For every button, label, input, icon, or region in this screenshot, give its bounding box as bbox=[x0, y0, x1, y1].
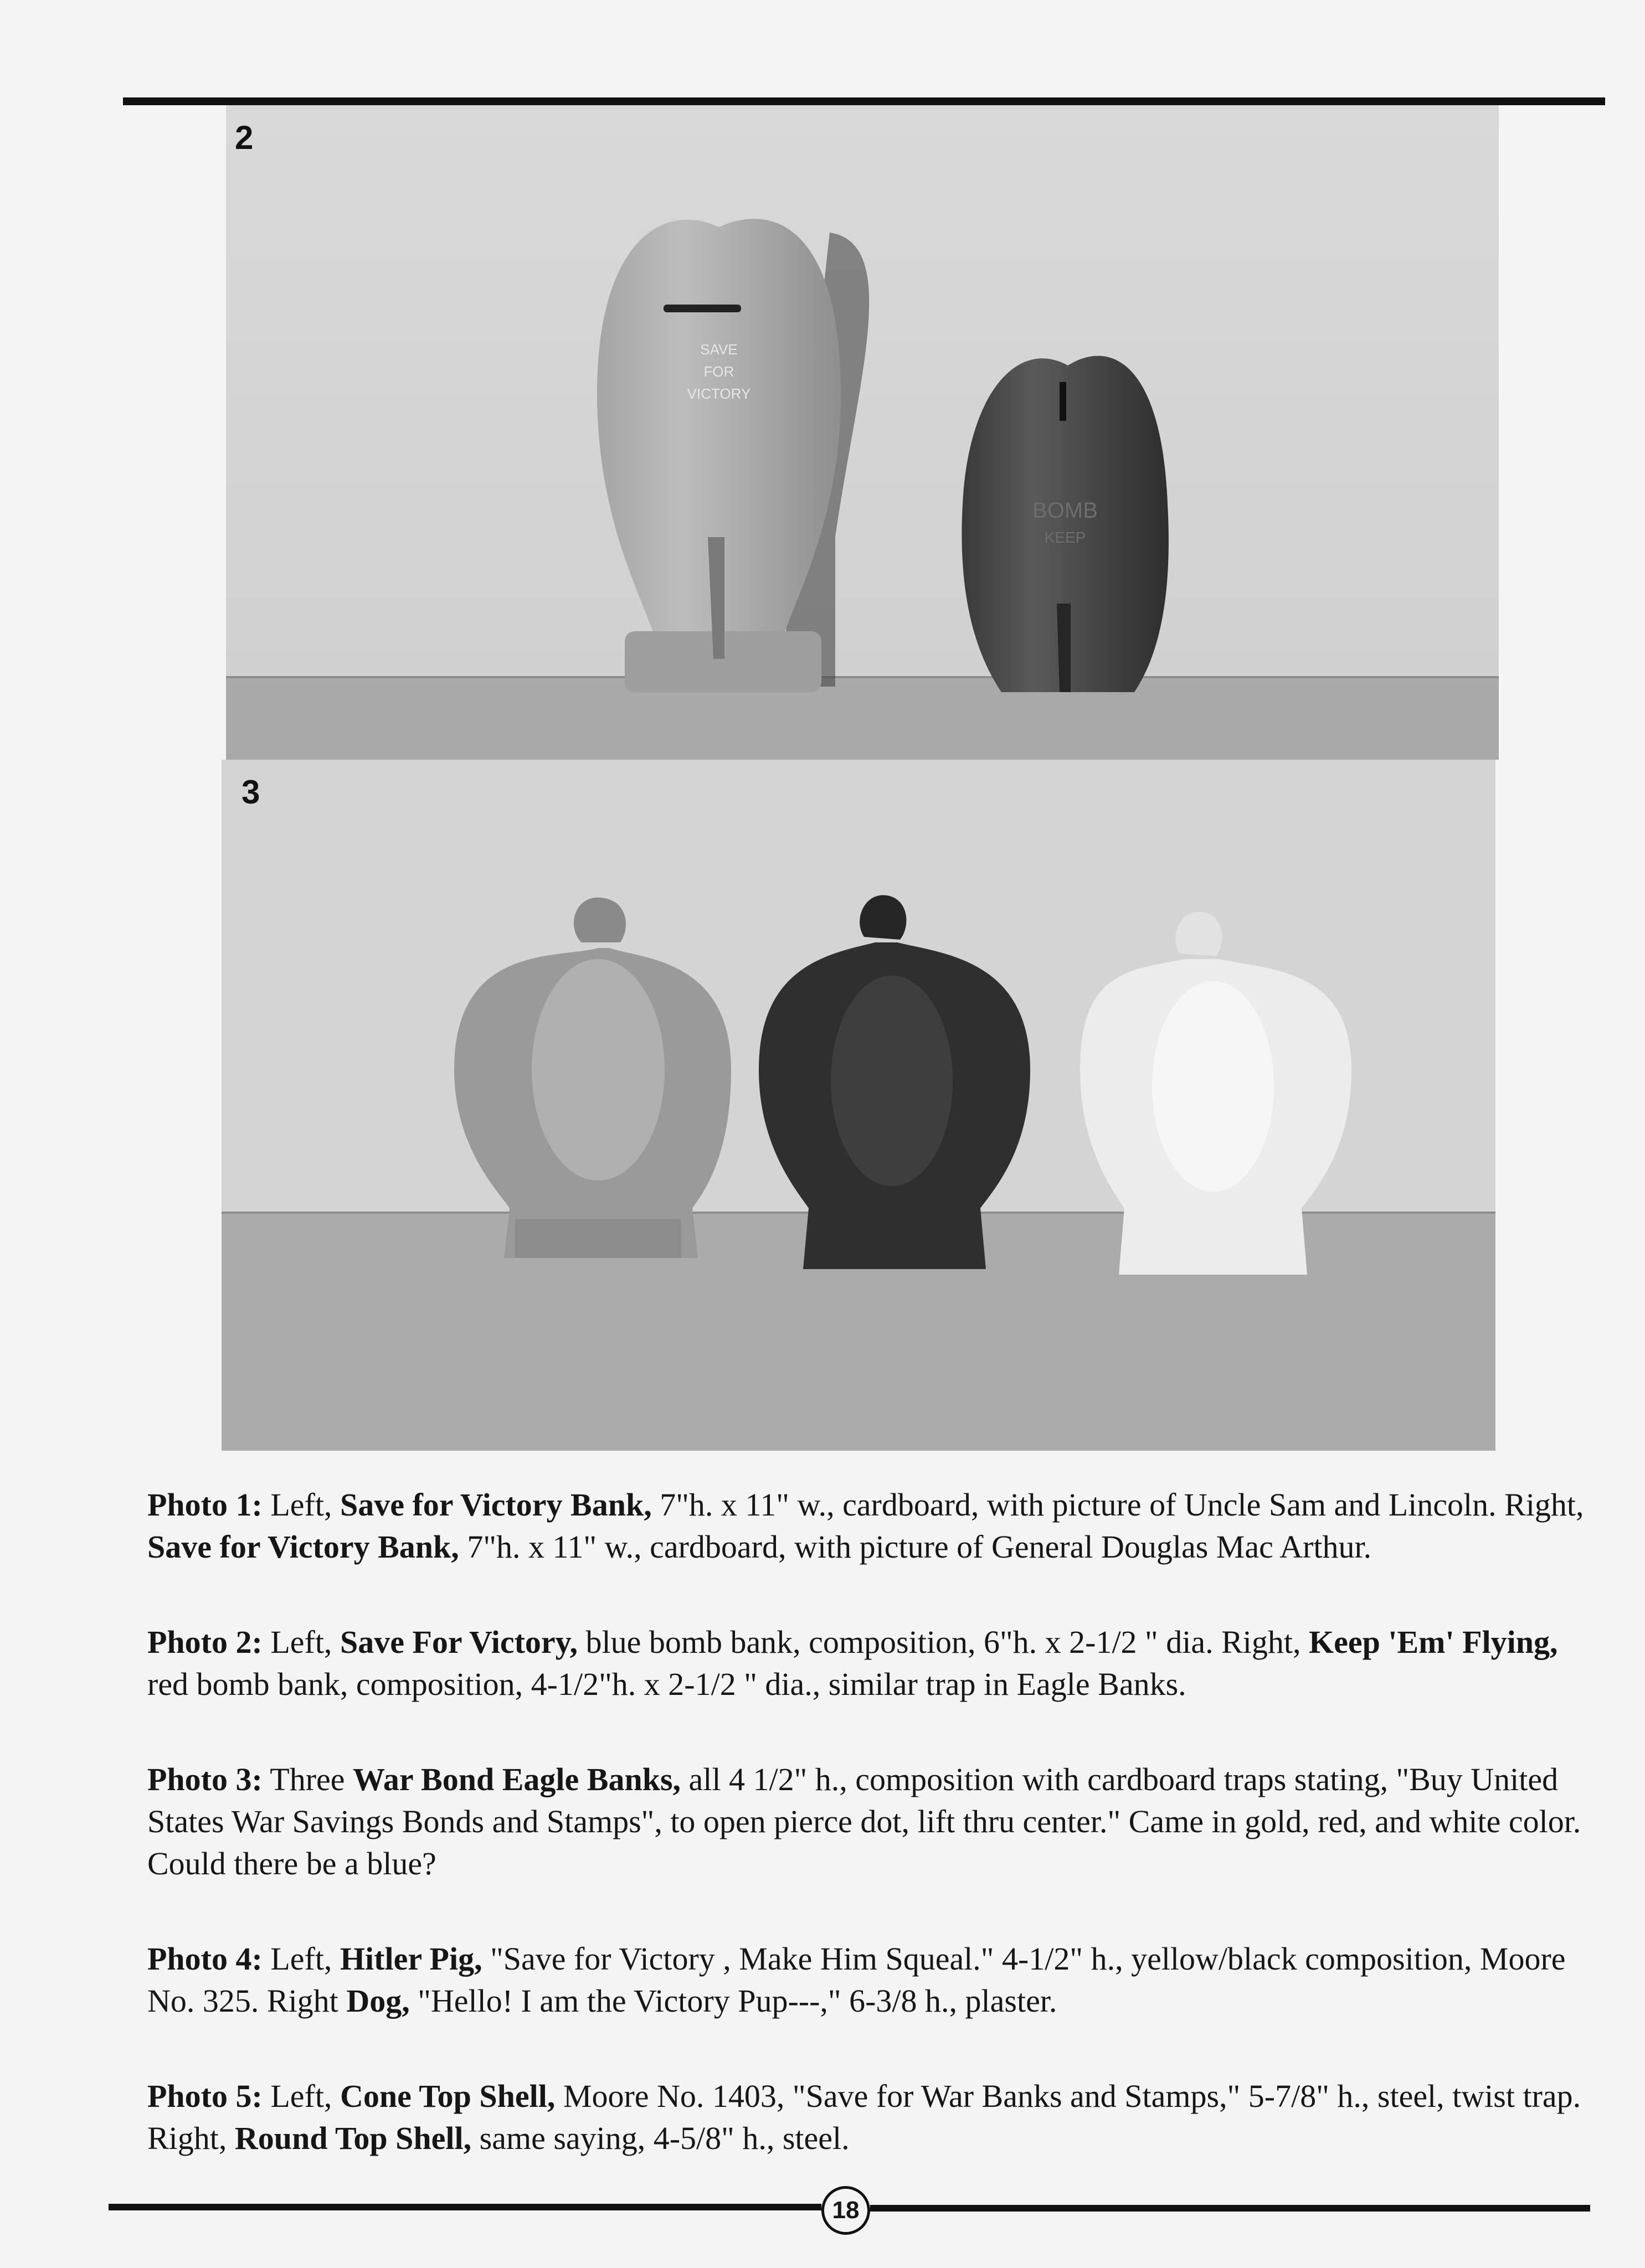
photo-number-3: 3 bbox=[241, 774, 260, 811]
caption-text: Three bbox=[262, 1761, 353, 1797]
bottom-rule-right bbox=[870, 2205, 1590, 2212]
svg-text:BOMB: BOMB bbox=[1032, 498, 1098, 523]
svg-text:SAVE: SAVE bbox=[700, 341, 738, 358]
caption-item-name: Keep 'Em' Flying, bbox=[1309, 1624, 1558, 1660]
caption-photo-3 bbox=[147, 1759, 1593, 1885]
caption-text: Moore No. 1403, "Save for War Banks and Stamps," 5-7/8" h., steel, twist trap. Right, bbox=[147, 2078, 1581, 2156]
red-bomb-bank bbox=[962, 356, 1168, 692]
caption-text: all 4 1/2" h., composition with cardboard traps stating, "Buy United States War Savings Bonds and Stamps", to open pierce dot, lift thru center." Came in gold, red, and white color. Could there be a blue? bbox=[147, 1761, 1581, 1882]
caption-item-name: Round Top Shell, bbox=[234, 2120, 472, 2156]
caption-text: "Hello! I am the Victory Pup---," 6-3/8 h., plaster. bbox=[409, 1983, 1057, 2019]
caption-text: blue bomb bank, composition, 6"h. x 2-1/2 " dia. Right, bbox=[577, 1624, 1309, 1660]
page-number: 18 bbox=[821, 2186, 870, 2235]
caption-item-name: Save For Victory, bbox=[340, 1624, 578, 1660]
caption-photo-5 bbox=[147, 2075, 1593, 2159]
svg-text:KEEP: KEEP bbox=[1044, 529, 1086, 546]
top-rule bbox=[123, 97, 1605, 105]
caption-text: Left, bbox=[262, 1624, 340, 1660]
caption-item-name: War Bond Eagle Banks, bbox=[353, 1761, 681, 1797]
caption-item-name: Save for Victory Bank, bbox=[147, 1529, 459, 1565]
caption-label: Photo 1: bbox=[147, 1487, 263, 1523]
caption-text: Left, bbox=[262, 2078, 340, 2114]
caption-photo-4 bbox=[147, 1938, 1593, 2022]
caption-text: 7"h. x 11" w., cardboard, with picture of General Douglas Mac Arthur. bbox=[459, 1529, 1372, 1565]
caption-label: Photo 4: bbox=[147, 1941, 263, 1977]
caption-label: Photo 2: bbox=[147, 1624, 263, 1660]
captions bbox=[147, 1484, 1593, 2213]
caption-item-name: Hitler Pig, bbox=[340, 1941, 482, 1977]
caption-text: same saying, 4-5/8" h., steel. bbox=[471, 2120, 850, 2156]
photo-3-eagle-banks bbox=[222, 760, 1495, 1451]
caption-text: Left, bbox=[262, 1941, 340, 1977]
caption-text: Left, bbox=[262, 1487, 340, 1523]
caption-text: 7"h. x 11" w., cardboard, with picture of Uncle Sam and Lincoln. Right, bbox=[651, 1487, 1584, 1523]
caption-label: Photo 5: bbox=[147, 2078, 263, 2114]
caption-label: Photo 3: bbox=[147, 1761, 263, 1797]
bottom-rule-left bbox=[109, 2204, 821, 2210]
photo-number-2: 2 bbox=[235, 119, 254, 156]
caption-photo-1 bbox=[147, 1484, 1593, 1568]
caption-text: red bomb bank, composition, 4-1/2"h. x 2-1/2 " dia., similar trap in Eagle Banks. bbox=[147, 1666, 1186, 1702]
svg-text:VICTORY: VICTORY bbox=[687, 385, 751, 402]
photo-2-bomb-banks bbox=[226, 105, 1499, 760]
caption-photo-2 bbox=[147, 1621, 1593, 1705]
caption-item-name: Save for Victory Bank, bbox=[340, 1487, 652, 1523]
caption-text: "Save for Victory , Make Him Squeal." 4-1/2" h., yellow/black composition, Moore No. 325. Right bbox=[147, 1941, 1566, 2019]
caption-item-name: Dog, bbox=[346, 1983, 410, 2019]
svg-text:FOR: FOR bbox=[703, 363, 734, 380]
caption-item-name: Cone Top Shell, bbox=[340, 2078, 556, 2114]
